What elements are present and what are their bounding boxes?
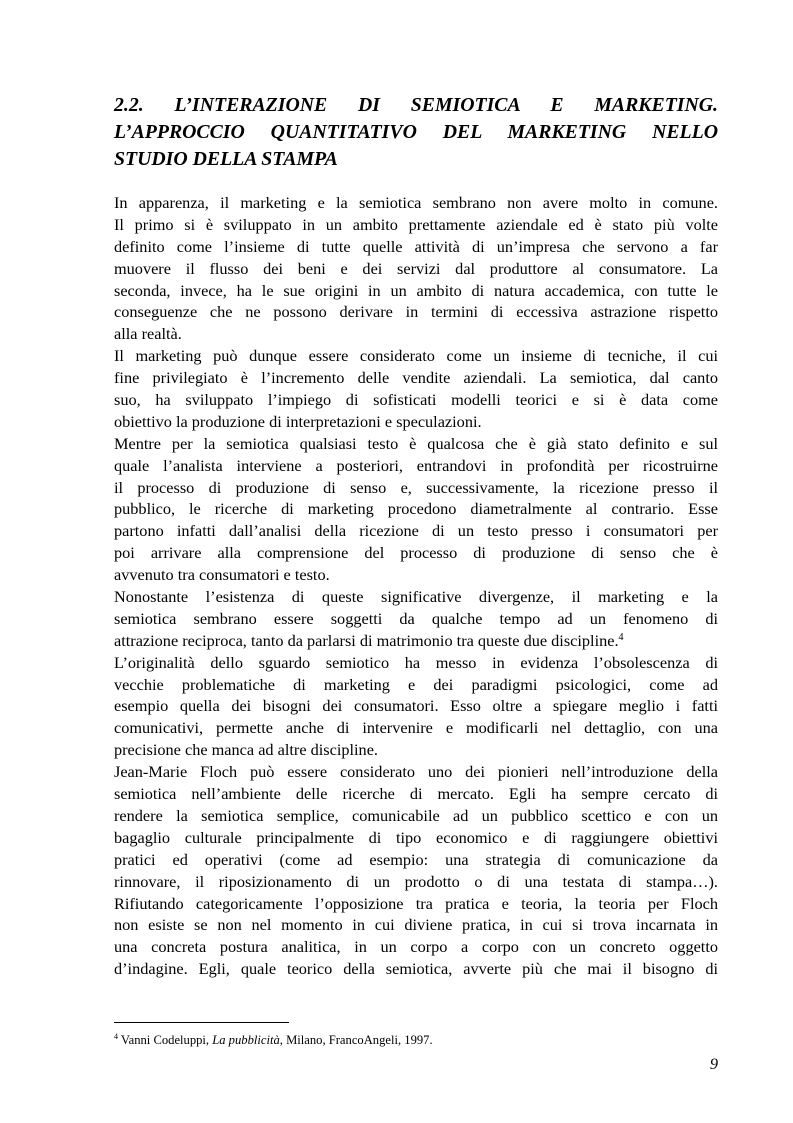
text-line: Mentre per la semiotica qualsiasi testo è qualcosa che è già stato definito e sul: [114, 433, 718, 453]
footnote-author: Vanni Codeluppi,: [120, 1033, 213, 1047]
text-line: semiotica nell’ambiente delle ricerche di mercato. Egli ha sempre cercato di: [114, 784, 718, 804]
text-line: vecchie problematiche di marketing e dei paradigmi psicologici, come ad: [114, 674, 718, 694]
text-line: L’originalità dello sguardo semiotico ha messo in evidenza l’obsolescenza di: [114, 652, 718, 672]
text-line: suo, ha sviluppato l’impiego di sofisticati modelli teorici e si è data come: [114, 390, 718, 410]
text-line: il processo di produzione di senso e, successivamente, la ricezione presso il: [114, 477, 718, 497]
footnote: [114, 1032, 718, 1048]
text-line: semiotica sembrano essere soggetti da qualche tempo ad un fenomeno di: [114, 608, 718, 628]
text-line: esempio quella dei bisogni dei consumatori. Esso oltre a spiegare meglio i fatti: [114, 696, 718, 716]
text-line: alla realtà.: [114, 324, 182, 344]
text-line: precisione che manca ad altre discipline.: [114, 740, 378, 760]
section-heading-line: STUDIO DELLA STAMPA: [114, 148, 338, 170]
text-line: fine privilegiato è l’incremento delle vendite aziendali. La semiotica, dal canto: [114, 368, 718, 388]
footnote-publication: , Milano, FrancoAngeli, 1997.: [279, 1033, 433, 1047]
text-line: bagaglio culturale principalmente di tipo economico e di raggiungere obiettivi: [114, 827, 718, 847]
text-line: definito come l’insieme di tutte quelle attività di un’impresa che servono a far: [114, 236, 718, 256]
section-heading-line: L’APPROCCIO QUANTITATIVO DEL MARKETING NELLO: [114, 121, 718, 143]
text-line: conseguenze che ne possono derivare in termini di eccessiva astrazione rispetto: [114, 302, 718, 322]
text-line-content: attrazione reciproca, tanto da parlarsi di matrimonio tra queste due discipline.: [114, 630, 619, 650]
text-line: non esiste se non nel momento in cui diviene pratica, in cui si trova incarnata in: [114, 915, 718, 935]
text-line: d’indagine. Egli, quale teorico della semiotica, avverte più che mai il bisogno di: [114, 959, 718, 979]
text-line: avvenuto tra consumatori e testo.: [114, 565, 330, 585]
text-line: rendere la semiotica semplice, comunicabile ad un pubblico scettico e con un: [114, 805, 718, 825]
footnote-number: 4: [114, 1032, 118, 1041]
page-number: 9: [709, 1054, 718, 1073]
text-line: poi arrivare alla comprensione del processo di produzione di senso che è: [114, 543, 718, 563]
section-heading-line: 2.2. L’INTERAZIONE DI SEMIOTICA E MARKETING.: [114, 94, 718, 116]
text-line: pratici ed operativi (come ad esempio: una strategia di comunicazione da: [114, 849, 718, 869]
text-line: partono infatti dall’analisi della ricezione di un testo presso i consumatori per: [114, 521, 718, 541]
text-line: obiettivo la produzione di interpretazioni e speculazioni.: [114, 411, 482, 431]
text-line: rinnovare, il riposizionamento di un prodotto o di una testata di stampa…).: [114, 871, 718, 891]
text-line: comunicativi, permette anche di intervenire e modificarli nel dettaglio, con una: [114, 718, 718, 738]
text-line: Rifiutando categoricamente l’opposizione tra pratica e teoria, la teoria per Floch: [114, 893, 718, 913]
body-text: [114, 192, 718, 980]
footnote-reference: 4: [618, 631, 624, 643]
text-line: Il primo si è sviluppato in un ambito prettamente aziendale ed è stato più volte: [114, 214, 718, 234]
text-line: In apparenza, il marketing e la semiotica sembrano non avere molto in comune.: [114, 193, 718, 212]
text-line: Il marketing può dunque essere considerato come un insieme di tecniche, il cui: [114, 346, 718, 366]
text-line: una concreta postura analitica, in un corpo a corpo con un concreto oggetto: [114, 937, 718, 957]
text-line: pubblico, le ricerche di marketing procedono diametralmente al contrario. Esse: [114, 499, 718, 519]
section-heading: [114, 92, 718, 173]
text-line: muovere il flusso dei beni e dei servizi dal produttore al consumatore. La: [114, 258, 718, 278]
text-line: Nonostante l’esistenza di queste significative divergenze, il marketing e la: [114, 587, 718, 607]
footnote-divider: [114, 1022, 289, 1023]
text-line: seconda, invece, ha le sue origini in un ambito di natura accademica, con tutte le: [114, 280, 718, 300]
text-line: quale l’analista interviene a posteriori, entrandovi in profondità per ricostruirne: [114, 455, 718, 475]
footnote-title: La pubblicità: [212, 1033, 280, 1047]
text-line-with-footnote: [114, 630, 718, 652]
text-line: Jean-Marie Floch può essere considerato uno dei pionieri nell’introduzione della: [114, 762, 718, 782]
